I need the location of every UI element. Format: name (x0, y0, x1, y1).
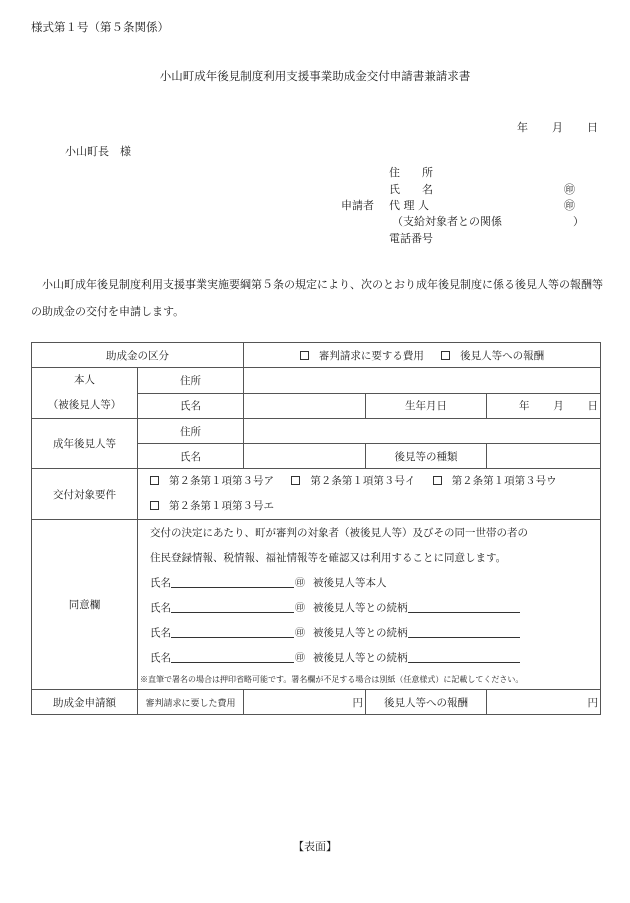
applicant-label: 申請者 (341, 199, 374, 212)
consent-text-line: 住民登録情報、税情報、福祉情報等を確認又は利用することに同意します。 (150, 552, 507, 564)
checkbox[interactable] (433, 476, 442, 485)
consent-row (32, 520, 601, 690)
page-side-label: 【表面】 (293, 840, 337, 853)
signature-name-field[interactable] (171, 624, 294, 638)
consent-signature-row: 氏名 ㊞ 被後見人等との続柄 (150, 621, 600, 646)
document-title: 小山町成年後見制度利用支援事業助成金交付申請書兼請求書 (159, 69, 471, 83)
guardian-label: 成年後見人等 (32, 419, 138, 469)
amount-row (32, 690, 601, 715)
agent-label: 代 理 人 (389, 199, 429, 212)
requirements-row (32, 469, 601, 520)
checkbox[interactable] (291, 476, 300, 485)
grant-category-label: 助成金の区分 (32, 343, 244, 368)
grant-category-options (244, 343, 601, 368)
option-trial-cost[interactable]: 審判請求に要する費用 (300, 350, 424, 362)
consent-signature-row: 氏名 ㊞ 被後見人等との続柄 (150, 646, 600, 671)
checkbox[interactable] (441, 351, 450, 360)
guardian-type-label: 後見等の種類 (366, 444, 487, 469)
principal-name-label: 氏名 (138, 393, 244, 419)
principal-label: 本人 （被後見人等） (32, 368, 138, 419)
consent-signature-row: 氏名 ㊞ 被後見人等本人 (150, 571, 600, 596)
dob-label: 生年月日 (366, 393, 487, 419)
application-table (31, 342, 601, 715)
guardian-address-row (32, 419, 601, 444)
relationship-field[interactable] (408, 599, 520, 613)
relation-close: ） (573, 215, 584, 228)
requirements-label: 交付対象要件 (32, 469, 138, 520)
requirements-options (138, 469, 601, 520)
grant-category-row (32, 343, 601, 368)
principal-name-field[interactable] (244, 393, 366, 419)
trial-cost-field[interactable]: 円 (244, 690, 366, 715)
seal-mark: ㊞ (295, 578, 305, 589)
principal-address-row (32, 368, 601, 394)
amount-label: 助成金申請額 (32, 690, 138, 715)
consent-label: 同意欄 (32, 520, 138, 690)
guardian-address-label: 住所 (138, 419, 244, 444)
guardian-fee-field[interactable]: 円 (487, 690, 601, 715)
guardian-fee-label: 後見人等への報酬 (366, 690, 487, 715)
consent-signature-row: 氏名 ㊞ 被後見人等との続柄 (150, 596, 600, 621)
relationship-field[interactable] (408, 649, 520, 663)
seal-mark: ㊞ (564, 199, 575, 212)
guardian-address-field[interactable] (244, 419, 601, 444)
trial-cost-label: 審判請求に要した費用 (138, 690, 244, 715)
relation-label: （支給対象者との関係 (392, 215, 502, 228)
requirement-option-a[interactable]: 第２条第１項第３号ア (150, 475, 274, 487)
seal-mark: ㊞ (295, 603, 305, 614)
applicant-address-label: 住 所 (389, 166, 433, 179)
applicant-name-label: 氏 名 (389, 183, 433, 196)
form-number: 様式第１号（第５条関係） (31, 20, 169, 34)
date-year: 年 (517, 121, 528, 134)
checkbox[interactable] (150, 476, 159, 485)
principal-address-field[interactable] (244, 368, 601, 394)
seal-mark: ㊞ (295, 653, 305, 664)
signature-name-field[interactable] (171, 649, 294, 663)
requirement-option-u[interactable]: 第２条第１項第３号ウ (433, 475, 557, 487)
dob-field[interactable]: 年 月 日 (487, 393, 601, 419)
consent-text-line: 交付の決定にあたり、町が審判の対象者（被後見人等）及びその同一世帯の者の (150, 527, 528, 539)
requirement-option-e[interactable]: 第２条第１項第３号エ (150, 500, 274, 512)
guardian-type-field[interactable] (487, 444, 601, 469)
seal-mark: ㊞ (295, 628, 305, 639)
guardian-name-field[interactable] (244, 444, 366, 469)
phone-label: 電話番号 (389, 232, 433, 245)
body-text: 小山町成年後見制度利用支援事業実施要綱第５条の規定により、次のとおり成年後見制度に係る後見人等の報酬等の助成金の交付を申請します。 (31, 278, 603, 318)
seal-mark: ㊞ (564, 183, 575, 196)
checkbox[interactable] (300, 351, 309, 360)
requirement-option-i[interactable]: 第２条第１項第３号イ (291, 475, 415, 487)
signature-name-field[interactable] (171, 574, 294, 588)
relationship-field[interactable] (408, 624, 520, 638)
date-month: 月 (552, 121, 563, 134)
consent-content (138, 520, 601, 690)
guardian-name-label: 氏名 (138, 444, 244, 469)
consent-note: ※直筆で署名の場合は押印省略可能です。署名欄が不足する場合は別紙（任意様式）に記載してください。 (140, 675, 524, 684)
principal-address-label: 住所 (138, 368, 244, 394)
signature-name-field[interactable] (171, 599, 294, 613)
checkbox[interactable] (150, 501, 159, 510)
option-guardian-fee[interactable]: 後見人等への報酬 (441, 350, 544, 362)
date-day: 日 (587, 121, 598, 134)
addressee: 小山町長 様 (65, 145, 131, 158)
